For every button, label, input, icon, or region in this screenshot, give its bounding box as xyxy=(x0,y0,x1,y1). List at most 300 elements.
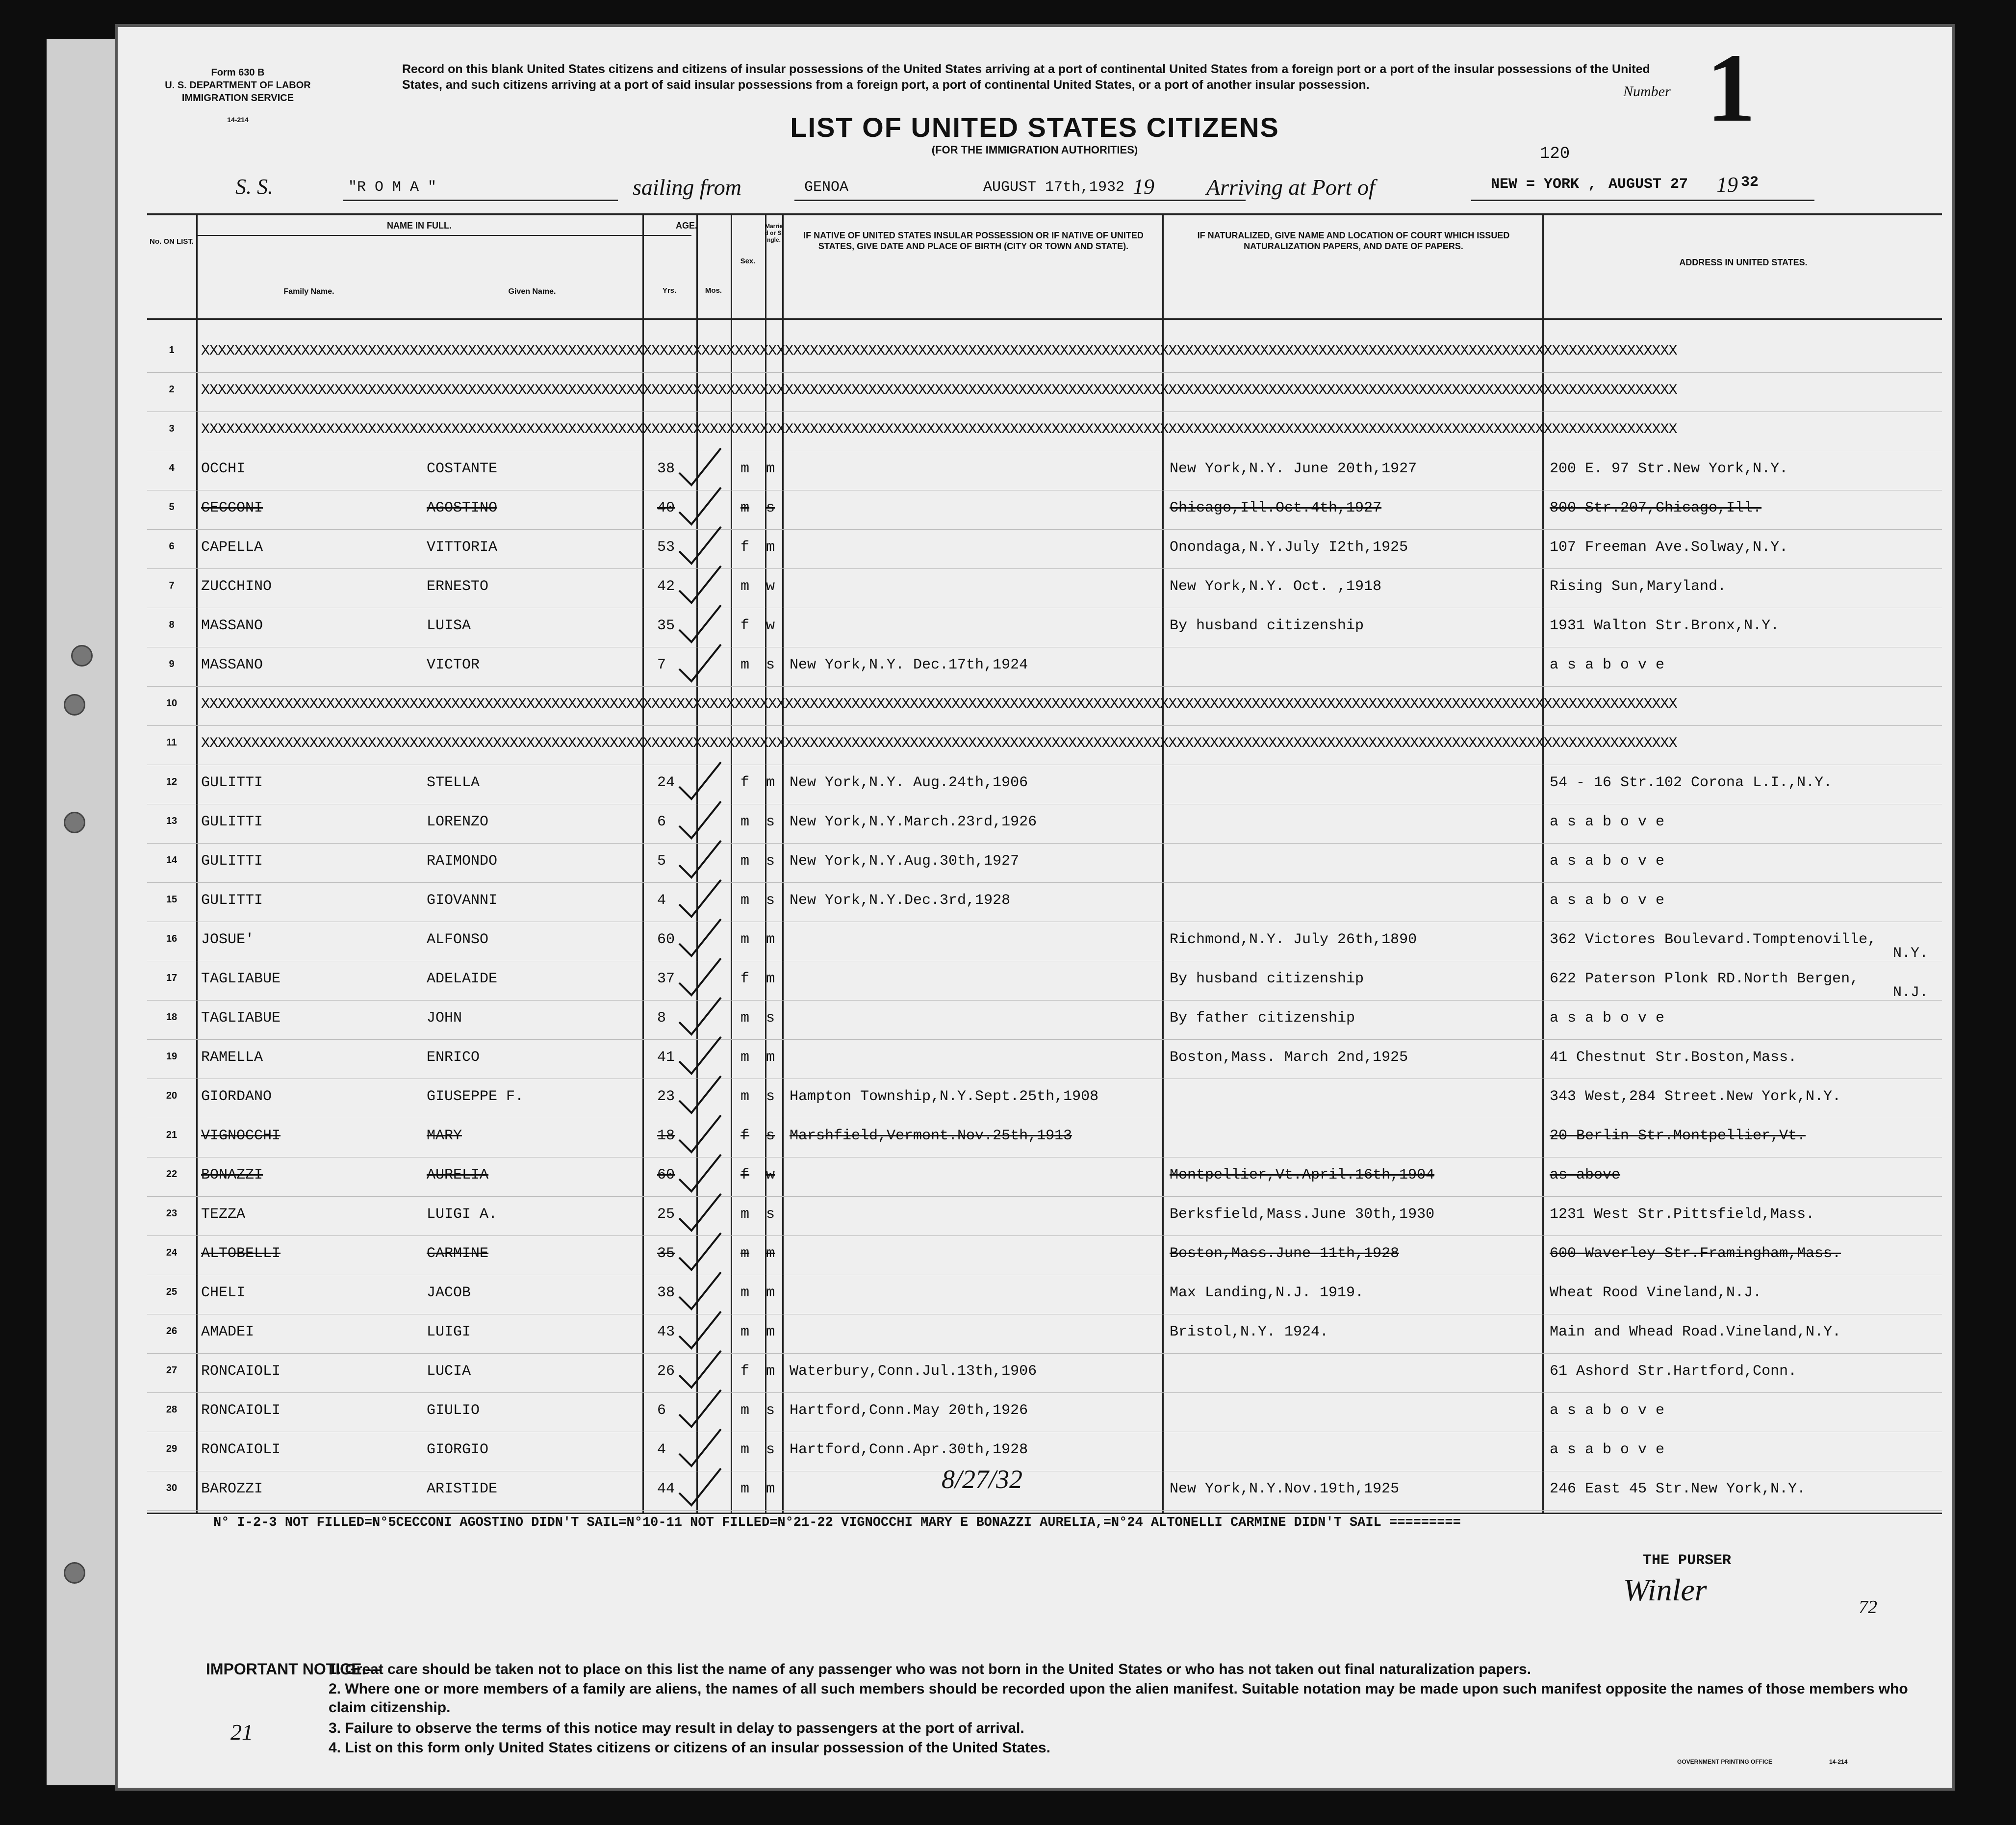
age: 26 xyxy=(657,1363,675,1380)
marital-status: m xyxy=(766,539,775,556)
age: 24 xyxy=(657,774,675,791)
marital-status: s xyxy=(766,1088,775,1105)
row-number: 5 xyxy=(169,502,175,513)
sex: m xyxy=(740,1206,750,1223)
col-no: No. ON LIST. xyxy=(150,237,194,246)
mark-72: 72 xyxy=(1859,1597,1877,1618)
row-number: 24 xyxy=(166,1247,178,1258)
header-rule xyxy=(196,235,691,236)
row-number: 3 xyxy=(169,423,175,434)
age: 7 xyxy=(657,657,666,673)
table-row xyxy=(147,1392,1942,1432)
row-number: 4 xyxy=(169,463,175,473)
notice-4: 4. List on this form only United States citizens or citizens of an insular possession of the United States. xyxy=(329,1740,1050,1756)
row-number: 13 xyxy=(166,816,178,826)
naturalization: By father citizenship xyxy=(1170,1010,1355,1027)
handwritten-date: 8/27/32 xyxy=(942,1465,1023,1494)
given-name: MARY xyxy=(427,1128,462,1144)
page-subtitle: (FOR THE IMMIGRATION AUTHORITIES) xyxy=(931,144,1138,156)
purser-notes: N° I-2-3 NOT FILLED=N°5CECCONI AGOSTINO DIDN'T SAIL=N°10-11 NOT FILLED=N°21-22 VIGNOCCHI MARY E BONAZZI AURELIA,=N°24 ALTONELLI CARMINE DIDN'T SAIL ========= xyxy=(213,1516,1461,1530)
given-name: JOHN xyxy=(427,1010,462,1027)
table-row xyxy=(147,1196,1942,1236)
marital-status: m xyxy=(766,461,775,477)
marital-status: s xyxy=(766,1402,775,1419)
table-row xyxy=(147,372,1942,412)
ss-label: S. S. xyxy=(235,175,273,199)
family-name: CHELI xyxy=(201,1285,246,1301)
list-number: 1 xyxy=(1707,34,1756,142)
age: 6 xyxy=(657,814,666,830)
naturalization: Chicago,Ill.Oct.4th,1927 xyxy=(1170,500,1382,516)
birth-place: Marshfield,Vermont.Nov.25th,1913 xyxy=(790,1128,1072,1144)
binder-hole xyxy=(64,812,85,833)
given-name: ADELAIDE xyxy=(427,971,498,987)
family-name: CAPELLA xyxy=(201,539,263,556)
given-name: STELLA xyxy=(427,774,480,791)
address: Wheat Rood Vineland,N.J. xyxy=(1550,1285,1762,1301)
marital-status: m xyxy=(766,1481,775,1497)
table-row xyxy=(147,1471,1942,1511)
age: 25 xyxy=(657,1206,675,1223)
sex: f xyxy=(740,1167,750,1183)
address: 362 Victores Boulevard.Tomptenoville, xyxy=(1550,931,1877,948)
marital-status: s xyxy=(766,500,775,516)
birth-place: New York,N.Y. Dec.17th,1924 xyxy=(790,657,1028,673)
family-name: MASSANO xyxy=(201,657,263,673)
marital-status: m xyxy=(766,971,775,987)
age: 37 xyxy=(657,971,675,987)
underline xyxy=(343,200,618,201)
binder-hole xyxy=(64,694,85,716)
given-name: GIORGIO xyxy=(427,1441,489,1458)
birth-place: Waterbury,Conn.Jul.13th,1906 xyxy=(790,1363,1037,1380)
sex: m xyxy=(740,500,750,516)
family-name: RONCAIOLI xyxy=(201,1363,281,1380)
check-mark-icon xyxy=(672,564,726,608)
table-row xyxy=(147,725,1942,765)
row-number: 12 xyxy=(166,776,178,787)
given-name: LUIGI xyxy=(427,1324,471,1340)
address-continued: N.J. xyxy=(1893,984,1929,1001)
arrival-date: AUGUST 27 xyxy=(1608,176,1688,193)
arriving-label: Arriving at Port of xyxy=(1206,175,1375,200)
marital-status: s xyxy=(766,814,775,830)
row-number: 17 xyxy=(166,973,178,983)
address: a s a b o v e xyxy=(1550,1402,1665,1419)
table-row xyxy=(147,961,1942,1001)
naturalization: Richmond,N.Y. July 26th,1890 xyxy=(1170,931,1417,948)
family-name: ZUCCHINO xyxy=(201,578,272,595)
row-number: 2 xyxy=(169,384,175,395)
table-row xyxy=(147,1000,1942,1040)
age: 38 xyxy=(657,1285,675,1301)
table-row xyxy=(147,1314,1942,1354)
family-name: CECCONI xyxy=(201,500,263,516)
given-name: AGOSTINO xyxy=(427,500,498,516)
check-mark-icon xyxy=(672,1231,726,1275)
row-number: 7 xyxy=(169,580,175,591)
check-mark-icon xyxy=(672,799,726,843)
page-title: LIST OF UNITED STATES CITIZENS xyxy=(790,112,1279,143)
family-name: RAMELLA xyxy=(201,1049,263,1066)
table-row xyxy=(147,1353,1942,1393)
sex: f xyxy=(740,971,750,987)
table-row xyxy=(147,333,1942,373)
sex: m xyxy=(740,1324,750,1340)
row-number: 28 xyxy=(166,1404,178,1415)
year-label: 19 xyxy=(1133,175,1154,199)
address: a s a b o v e xyxy=(1550,814,1665,830)
table-row xyxy=(147,686,1942,726)
naturalization: New York,N.Y. June 20th,1927 xyxy=(1170,461,1417,477)
sex: m xyxy=(740,1285,750,1301)
birth-place: New York,N.Y.March.23rd,1926 xyxy=(790,814,1037,830)
row-number: 11 xyxy=(166,737,177,748)
check-mark-icon xyxy=(672,877,726,922)
table-row xyxy=(147,1118,1942,1157)
sex: m xyxy=(740,853,750,870)
sailing-label: sailing from xyxy=(633,175,741,200)
check-mark-icon xyxy=(672,760,726,804)
family-name: MASSANO xyxy=(201,617,263,634)
important-notice-label: IMPORTANT NOTICE.— xyxy=(206,1660,382,1678)
age: 40 xyxy=(657,500,675,516)
family-name: JOSUE' xyxy=(201,931,255,948)
age: 18 xyxy=(657,1128,675,1144)
age: 44 xyxy=(657,1481,675,1497)
col-address: ADDRESS IN UNITED STATES. xyxy=(1679,257,1808,267)
table-row xyxy=(147,490,1942,530)
sex: m xyxy=(740,1049,750,1066)
check-mark-icon xyxy=(672,642,726,686)
table-row xyxy=(147,1157,1942,1197)
marital-status: s xyxy=(766,892,775,909)
age: 41 xyxy=(657,1049,675,1066)
cancelled-line: XXXXXXXXXXXXXXXXXXXXXXXXXXXXXXXXXXXXXXXXXXXXXXXXXXXXXXXXXXXXXXXXXXXXXXXXXXXXXXXXXXXXXXXXXXXXXXXXXXXXXXXXXXXXXXXXXXXXXXXXXXXXXXXXXXXXXXXXXXXXXXXXXXXXXXXXXXXXXXXXXXXXXXXXXXXXXXXXX xyxy=(201,421,1677,438)
check-mark-icon xyxy=(672,1074,726,1118)
naturalization: New York,N.Y. Oct. ,1918 xyxy=(1170,578,1382,595)
address: 343 West,284 Street.New York,N.Y. xyxy=(1550,1088,1841,1105)
number-label: Number xyxy=(1623,83,1671,100)
birth-place: Hartford,Conn.Apr.30th,1928 xyxy=(790,1441,1028,1458)
address: as above xyxy=(1550,1167,1621,1183)
marital-status: m xyxy=(766,931,775,948)
given-name: ARISTIDE xyxy=(427,1481,498,1497)
age: 35 xyxy=(657,617,675,634)
row-number: 10 xyxy=(166,698,178,709)
col-family: Family Name. xyxy=(283,287,334,296)
sex: f xyxy=(740,1128,750,1144)
stamp-120: 120 xyxy=(1540,145,1570,163)
row-number: 14 xyxy=(166,855,178,866)
address: 54 - 16 Str.102 Corona L.I.,N.Y. xyxy=(1550,774,1833,791)
sex: m xyxy=(740,814,750,830)
check-mark-icon xyxy=(672,524,726,568)
gpo-credit: GOVERNMENT PRINTING OFFICE xyxy=(1677,1758,1773,1765)
naturalization: Berksfield,Mass.June 30th,1930 xyxy=(1170,1206,1435,1223)
given-name: LUCIA xyxy=(427,1363,471,1380)
row-number: 26 xyxy=(166,1326,178,1337)
family-name: VIGNOCCHI xyxy=(201,1128,281,1144)
marital-status: w xyxy=(766,1167,775,1183)
naturalization: Onondaga,N.Y.July I2th,1925 xyxy=(1170,539,1408,556)
table-row xyxy=(147,451,1942,490)
sex: m xyxy=(740,1245,750,1262)
notice-3: 3. Failure to observe the terms of this notice may result in delay to passengers at the port of arrival. xyxy=(329,1720,1024,1736)
given-name: GIOVANNI xyxy=(427,892,498,909)
purser-label: THE PURSER xyxy=(1643,1552,1732,1569)
given-name: CARMINE xyxy=(427,1245,489,1262)
table-row xyxy=(147,882,1942,922)
from-port: GENOA xyxy=(804,179,849,196)
marital-status: w xyxy=(766,578,775,595)
manifest-sheet xyxy=(118,27,1952,1788)
family-name: AMADEI xyxy=(201,1324,255,1340)
table-row xyxy=(147,1039,1942,1079)
family-name: TEZZA xyxy=(201,1206,246,1223)
marital-status: s xyxy=(766,657,775,673)
family-name: RONCAIOLI xyxy=(201,1402,281,1419)
address: 1231 West Str.Pittsfield,Mass. xyxy=(1550,1206,1815,1223)
table-row xyxy=(147,765,1942,804)
sailing-date: AUGUST 17th,1932 xyxy=(983,179,1125,196)
address: a s a b o v e xyxy=(1550,853,1665,870)
family-name: GULITTI xyxy=(201,853,263,870)
check-mark-icon xyxy=(672,838,726,882)
naturalization: Boston,Mass.June 11th,1928 xyxy=(1170,1245,1400,1262)
sex: m xyxy=(740,1010,750,1027)
header-bottom xyxy=(147,318,1942,320)
age: 4 xyxy=(657,892,666,909)
sex: f xyxy=(740,774,750,791)
family-name: GULITTI xyxy=(201,774,263,791)
check-mark-icon xyxy=(672,1466,726,1510)
row-number: 19 xyxy=(166,1051,178,1062)
given-name: AURELIA xyxy=(427,1167,489,1183)
given-name: VICTOR xyxy=(427,657,480,673)
marital-status: m xyxy=(766,1363,775,1380)
service: IMMIGRATION SERVICE xyxy=(181,93,294,103)
given-name: JACOB xyxy=(427,1285,471,1301)
check-mark-icon xyxy=(672,1034,726,1079)
given-name: GIULIO xyxy=(427,1402,480,1419)
notice-2: 2. Where one or more members of a family are aliens, the names of all such members should be recorded upon the alien manifest. Suitable notation may be made upon such manifest opposite the names of those members who claim citizenship. xyxy=(329,1681,1908,1716)
table-row xyxy=(147,608,1942,647)
marital-status: s xyxy=(766,853,775,870)
given-name: GIUSEPPE F. xyxy=(427,1088,524,1105)
cancelled-line: XXXXXXXXXXXXXXXXXXXXXXXXXXXXXXXXXXXXXXXXXXXXXXXXXXXXXXXXXXXXXXXXXXXXXXXXXXXXXXXXXXXXXXXXXXXXXXXXXXXXXXXXXXXXXXXXXXXXXXXXXXXXXXXXXXXXXXXXXXXXXXXXXXXXXXXXXXXXXXXXXXXXXXXXXXXXXXXXX xyxy=(201,735,1677,752)
family-name: GIORDANO xyxy=(201,1088,272,1105)
sex: f xyxy=(740,617,750,634)
arrival-port: NEW = YORK , xyxy=(1491,176,1597,193)
row-number: 29 xyxy=(166,1443,178,1454)
age: 43 xyxy=(657,1324,675,1340)
family-name: ALTOBELLI xyxy=(201,1245,281,1262)
row-number: 22 xyxy=(166,1169,178,1180)
sex: m xyxy=(740,1088,750,1105)
family-name: TAGLIABUE xyxy=(201,971,281,987)
sex: f xyxy=(740,539,750,556)
given-name: VITTORIA xyxy=(427,539,498,556)
binder-hole xyxy=(71,645,93,667)
sex: m xyxy=(740,892,750,909)
birth-place: New York,N.Y. Aug.24th,1906 xyxy=(790,774,1028,791)
row-number: 21 xyxy=(166,1130,178,1140)
address: 61 Ashord Str.Hartford,Conn. xyxy=(1550,1363,1797,1380)
marital-status: m xyxy=(766,774,775,791)
check-mark-icon xyxy=(672,1113,726,1157)
family-name: GULITTI xyxy=(201,814,263,830)
address: a s a b o v e xyxy=(1550,1010,1665,1027)
check-mark-icon xyxy=(672,956,726,1000)
check-mark-icon xyxy=(672,1191,726,1235)
marital-status: w xyxy=(766,617,775,634)
age: 60 xyxy=(657,1167,675,1183)
address: a s a b o v e xyxy=(1550,892,1665,909)
row-number: 8 xyxy=(169,619,175,630)
table-row xyxy=(147,922,1942,961)
naturalization: Montpellier,Vt.April.16th,1904 xyxy=(1170,1167,1435,1183)
binder-hole xyxy=(64,1562,85,1584)
age: 5 xyxy=(657,853,666,870)
row-number: 6 xyxy=(169,541,175,552)
table-row xyxy=(147,1275,1942,1314)
binder-strip xyxy=(47,39,120,1785)
cancelled-line: XXXXXXXXXXXXXXXXXXXXXXXXXXXXXXXXXXXXXXXXXXXXXXXXXXXXXXXXXXXXXXXXXXXXXXXXXXXXXXXXXXXXXXXXXXXXXXXXXXXXXXXXXXXXXXXXXXXXXXXXXXXXXXXXXXXXXXXXXXXXXXXXXXXXXXXXXXXXXXXXXXXXXXXXXXXXXXXXX xyxy=(201,343,1677,360)
given-name: LUISA xyxy=(427,617,471,634)
check-mark-icon xyxy=(672,1270,726,1314)
address: a s a b o v e xyxy=(1550,657,1665,673)
record-instructions: Record on this blank United States citizens and citizens of insular possessions of the United States arriving at a port of continental United States from a foreign port or a port of the insular possessions of the United States, and such citizens arriving at a port of said insular possessions from a foreign port, a port of continental United States, or a port of another insular possession. xyxy=(402,62,1650,92)
row-number: 9 xyxy=(169,659,175,669)
address: 200 E. 97 Str.New York,N.Y. xyxy=(1550,461,1788,477)
col-name-in-full: NAME IN FULL. xyxy=(387,221,452,231)
purser-signature: Winler xyxy=(1623,1572,1707,1607)
cancelled-line: XXXXXXXXXXXXXXXXXXXXXXXXXXXXXXXXXXXXXXXXXXXXXXXXXXXXXXXXXXXXXXXXXXXXXXXXXXXXXXXXXXXXXXXXXXXXXXXXXXXXXXXXXXXXXXXXXXXXXXXXXXXXXXXXXXXXXXXXXXXXXXXXXXXXXXXXXXXXXXXXXXXXXXXXXXXXXXXXX xyxy=(201,696,1677,713)
table-row xyxy=(147,411,1942,451)
address: 246 East 45 Str.New York,N.Y. xyxy=(1550,1481,1806,1497)
check-mark-icon xyxy=(672,1388,726,1432)
gpo-code: 14-214 xyxy=(1829,1758,1848,1765)
arrival-year: 32 xyxy=(1741,174,1759,191)
col-birth: IF NATIVE OF UNITED STATES INSULAR POSSESSION OR IF NATIVE OF UNITED STATES, GIVE DATE AND PLACE OF BIRTH (CITY OR TOWN AND STATE). xyxy=(803,231,1144,251)
check-mark-icon xyxy=(672,603,726,647)
marital-status: m xyxy=(766,1049,775,1066)
birth-place: New York,N.Y.Dec.3rd,1928 xyxy=(790,892,1011,909)
age: 4 xyxy=(657,1441,666,1458)
age: 23 xyxy=(657,1088,675,1105)
age: 38 xyxy=(657,461,675,477)
age: 42 xyxy=(657,578,675,595)
birth-place: New York,N.Y.Aug.30th,1927 xyxy=(790,853,1020,870)
naturalization: By husband citizenship xyxy=(1170,971,1364,987)
naturalization: Max Landing,N.J. 1919. xyxy=(1170,1285,1364,1301)
marital-status: m xyxy=(766,1285,775,1301)
department: U. S. DEPARTMENT OF LABOR xyxy=(165,80,311,91)
sex: f xyxy=(740,1363,750,1380)
row-number: 18 xyxy=(166,1012,178,1023)
check-mark-icon xyxy=(672,1427,726,1471)
marital-status: s xyxy=(766,1010,775,1027)
check-mark-icon xyxy=(672,1152,726,1196)
naturalization: By husband citizenship xyxy=(1170,617,1364,634)
col-sex: Sex. xyxy=(740,257,756,265)
sex: m xyxy=(740,578,750,595)
table-row xyxy=(147,568,1942,608)
col-mos: Mos. xyxy=(705,286,722,295)
col-married: Married or Single. xyxy=(765,223,783,243)
given-name: LORENZO xyxy=(427,814,489,830)
given-name: ERNESTO xyxy=(427,578,489,595)
row-number: 25 xyxy=(166,1286,178,1297)
address: 20 Berlin Str.Montpellier,Vt. xyxy=(1550,1128,1806,1144)
table-row xyxy=(147,843,1942,883)
birth-place: Hartford,Conn.May 20th,1926 xyxy=(790,1402,1028,1419)
birth-place: Hampton Township,N.Y.Sept.25th,1908 xyxy=(790,1088,1099,1105)
row-number: 20 xyxy=(166,1090,178,1101)
address: 800 Str.207,Chicago,Ill. xyxy=(1550,500,1762,516)
check-mark-icon xyxy=(672,917,726,961)
check-mark-icon xyxy=(672,1348,726,1392)
family-name: OCCHI xyxy=(201,461,246,477)
family-name: BONAZZI xyxy=(201,1167,263,1183)
col-naturalized: IF NATURALIZED, GIVE NAME AND LOCATION OF COURT WHICH ISSUED NATURALIZATION PAPERS, AND DATE OF PAPERS. xyxy=(1197,231,1510,251)
given-name: RAIMONDO xyxy=(427,853,498,870)
check-mark-icon xyxy=(672,446,726,490)
row-number: 1 xyxy=(169,345,175,356)
family-name: BAROZZI xyxy=(201,1481,263,1497)
address: 1931 Walton Str.Bronx,N.Y. xyxy=(1550,617,1780,634)
sex: m xyxy=(740,1441,750,1458)
form-number: Form 630 B xyxy=(211,67,265,78)
check-mark-icon xyxy=(672,1309,726,1353)
check-mark-icon xyxy=(672,485,726,529)
underline xyxy=(794,200,1246,201)
cancelled-line: XXXXXXXXXXXXXXXXXXXXXXXXXXXXXXXXXXXXXXXXXXXXXXXXXXXXXXXXXXXXXXXXXXXXXXXXXXXXXXXXXXXXXXXXXXXXXXXXXXXXXXXXXXXXXXXXXXXXXXXXXXXXXXXXXXXXXXXXXXXXXXXXXXXXXXXXXXXXXXXXXXXXXXXXXXXXXXXXX xyxy=(201,382,1677,399)
address: Main and Whead Road.Vineland,N.Y. xyxy=(1550,1324,1841,1340)
naturalization: New York,N.Y.Nov.19th,1925 xyxy=(1170,1481,1400,1497)
address: Rising Sun,Maryland. xyxy=(1550,578,1727,595)
given-name: ALFONSO xyxy=(427,931,489,948)
manifest-table xyxy=(147,213,1942,1514)
notice-1: 1. Great care should be taken not to place on this list the name of any passenger who was not born in the United States or who has not taken out final naturalization papers. xyxy=(329,1661,1531,1677)
age: 8 xyxy=(657,1010,666,1027)
family-name: GULITTI xyxy=(201,892,263,909)
col-yrs: Yrs. xyxy=(662,286,677,295)
table-row xyxy=(147,804,1942,844)
given-name: ENRICO xyxy=(427,1049,480,1066)
given-name: COSTANTE xyxy=(427,461,498,477)
table-row xyxy=(147,1432,1942,1471)
table-row xyxy=(147,1079,1942,1118)
address: 41 Chestnut Str.Boston,Mass. xyxy=(1550,1049,1797,1066)
sex: m xyxy=(740,1402,750,1419)
sex: m xyxy=(740,461,750,477)
row-number: 15 xyxy=(166,894,178,905)
underline xyxy=(1471,200,1814,201)
age: 6 xyxy=(657,1402,666,1419)
naturalization: Bristol,N.Y. 1924. xyxy=(1170,1324,1329,1340)
given-name: LUIGI A. xyxy=(427,1206,498,1223)
sex: m xyxy=(740,931,750,948)
naturalization: Boston,Mass. March 2nd,1925 xyxy=(1170,1049,1408,1066)
form-code: 14-214 xyxy=(227,116,249,124)
row-number: 23 xyxy=(166,1208,178,1219)
address: a s a b o v e xyxy=(1550,1441,1665,1458)
age: 35 xyxy=(657,1245,675,1262)
col-age: AGE. xyxy=(675,221,697,231)
check-mark-icon xyxy=(672,995,726,1039)
